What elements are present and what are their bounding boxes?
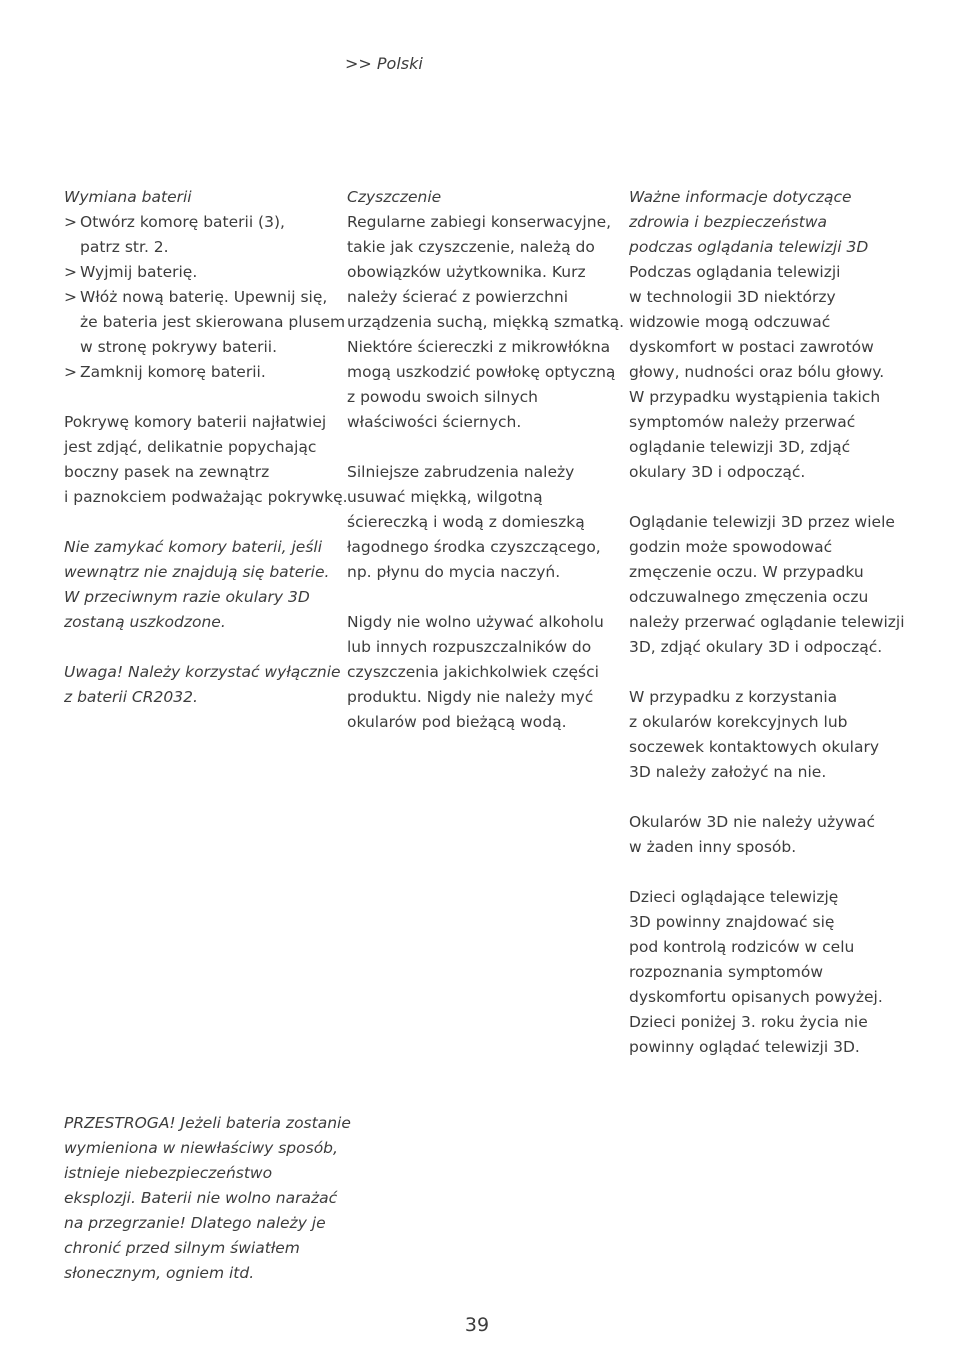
text-line: urządzenia suchą, miękką szmatką. [347, 313, 625, 331]
text-line: obowiązków użytkownika. Kurz [347, 263, 586, 281]
step-marker: > [64, 213, 77, 231]
cleaning-paragraph [347, 210, 625, 435]
text-line: symptomów należy przerwać [629, 413, 856, 431]
text-line: takie jak czyszczenie, należą do [347, 238, 595, 256]
language-label: >> Polski [345, 54, 423, 73]
battery-step [64, 210, 334, 260]
battery-heading: Wymiana baterii [64, 188, 192, 206]
text-line: okulary 3D i odpocząć. [629, 463, 806, 481]
battery-steps-list [64, 210, 346, 385]
page-number: 39 [464, 1314, 490, 1336]
text-line: ściereczką i wodą z domieszką [347, 513, 585, 531]
step-line: Wyjmij baterię. [80, 263, 198, 281]
text-line: 3D należy założyć na nie. [629, 763, 827, 781]
text-line: czyszczenia jakichkolwiek części [347, 663, 599, 681]
text-line: właściwości ściernych. [347, 413, 522, 431]
text-line: Uwaga! Należy korzystać wyłącznie [64, 663, 341, 681]
text-line: z okularów korekcyjnych lub [629, 713, 848, 731]
text-line: i paznokciem podważając pokrywkę. [64, 488, 348, 506]
text-line: Nigdy nie wolno używać alkoholu [347, 613, 604, 631]
text-line: powinny oglądać telewizji 3D. [629, 1038, 860, 1056]
text-line: należy przerwać oglądanie telewizji [629, 613, 905, 631]
text-line: okularów pod bieżącą wodą. [347, 713, 567, 731]
battery-note [64, 535, 334, 635]
text-line: na przegrzanie! Dlatego należy je [64, 1214, 326, 1232]
text-line: PRZESTROGA! Jeżeli bateria zostanie [64, 1114, 351, 1132]
text-line: z baterii CR2032. [64, 688, 198, 706]
health-paragraph [629, 810, 901, 860]
text-line: łagodnego środka czyszczącego, [347, 538, 601, 556]
text-line: wymieniona w niewłaściwy sposób, [64, 1139, 338, 1157]
cleaning-heading: Czyszczenie [347, 188, 442, 206]
text-line: zostaną uszkodzone. [64, 613, 226, 631]
text-line: soczewek kontaktowych okulary [629, 738, 879, 756]
health-paragraph [629, 685, 901, 785]
health-safety-section [629, 185, 905, 1085]
step-marker: > [64, 263, 77, 281]
text-line: w technologii 3D niektórzy [629, 288, 836, 306]
health-safety-heading [629, 185, 901, 260]
text-line: Niektóre ściereczki z mikrowłókna [347, 338, 611, 356]
text-line: Ważne informacje dotyczące [629, 188, 852, 206]
battery-cover-paragraph [64, 410, 348, 510]
text-line: jest zdjąć, delikatnie popychając [64, 438, 317, 456]
step-line: w stronę pokrywy baterii. [80, 338, 278, 356]
health-paragraph [629, 510, 905, 660]
text-line: z powodu swoich silnych [347, 388, 538, 406]
health-paragraph [629, 260, 901, 485]
explosion-warning [64, 1111, 351, 1286]
text-line: lub innych rozpuszczalników do [347, 638, 592, 656]
battery-step [64, 360, 334, 385]
text-line: mogą uszkodzić powłokę optyczną [347, 363, 616, 381]
text-line: Pokrywę komory baterii najłatwiej [64, 413, 327, 431]
health-paragraph [629, 885, 901, 1060]
step-line: Zamknij komorę baterii. [80, 363, 266, 381]
text-line: Dzieci poniżej 3. roku życia nie [629, 1013, 868, 1031]
text-line: produktu. Nigdy nie należy myć [347, 688, 594, 706]
text-line: podczas oglądania telewizji 3D [629, 238, 869, 256]
text-line: Nie zamykać komory baterii, jeśli [64, 538, 323, 556]
text-line: Dzieci oglądające telewizję [629, 888, 839, 906]
step-marker: > [64, 288, 77, 306]
text-line: należy ścierać z powierzchni [347, 288, 569, 306]
battery-type-note [64, 660, 341, 710]
text-line: w żaden inny sposób. [629, 838, 797, 856]
step-line: Otwórz komorę baterii (3), [80, 213, 285, 231]
step-line: że bateria jest skierowana plusem [80, 313, 346, 331]
text-line: Okularów 3D nie należy używać [629, 813, 875, 831]
text-line: 3D, zdjąć okulary 3D i odpocząć. [629, 638, 883, 656]
text-line: dyskomfort w postaci zawrotów [629, 338, 874, 356]
cleaning-section [347, 185, 625, 760]
text-line: pod kontrolą rodziców w celu [629, 938, 855, 956]
text-line: zmęczenie oczu. W przypadku [629, 563, 864, 581]
text-line: boczny pasek na zewnątrz [64, 463, 270, 481]
text-line: słonecznym, ogniem itd. [64, 1264, 255, 1282]
step-marker: > [64, 363, 77, 381]
cleaning-paragraph [347, 460, 617, 585]
text-line: widzowie mogą odczuwać [629, 313, 831, 331]
text-line: Silniejsze zabrudzenia należy [347, 463, 575, 481]
text-line: 3D powinny znajdować się [629, 913, 835, 931]
text-line: Oglądanie telewizji 3D przez wiele [629, 513, 895, 531]
cleaning-paragraph [347, 610, 617, 735]
text-line: Regularne zabiegi konserwacyjne, [347, 213, 612, 231]
text-line: oglądanie telewizji 3D, zdjąć [629, 438, 851, 456]
text-line: wewnątrz nie znajdują się baterie. [64, 563, 330, 581]
text-line: godzin może spowodować [629, 538, 833, 556]
text-line: eksplozji. Baterii nie wolno narażać [64, 1189, 338, 1207]
battery-step [64, 285, 346, 360]
text-line: dyskomfortu opisanych powyżej. [629, 988, 883, 1006]
text-line: W przypadku wystąpienia takich [629, 388, 881, 406]
text-line: rozpoznania symptomów [629, 963, 823, 981]
text-line: zdrowia i bezpieczeństwa [629, 213, 828, 231]
text-line: np. płynu do mycia naczyń. [347, 563, 561, 581]
battery-section [64, 185, 348, 735]
step-line: Włóż nową baterię. Upewnij się, [80, 288, 328, 306]
text-line: odczuwalnego zmęczenia oczu [629, 588, 869, 606]
text-line: istnieje niebezpieczeństwo [64, 1164, 273, 1182]
step-line: patrz str. 2. [80, 238, 169, 256]
text-line: chronić przed silnym światłem [64, 1239, 300, 1257]
text-line: usuwać miękką, wilgotną [347, 488, 543, 506]
text-line: W przeciwnym razie okulary 3D [64, 588, 310, 606]
text-line: Podczas oglądania telewizji [629, 263, 841, 281]
text-line: W przypadku z korzystania [629, 688, 838, 706]
text-line: głowy, nudności oraz bólu głowy. [629, 363, 885, 381]
battery-step [64, 260, 334, 285]
